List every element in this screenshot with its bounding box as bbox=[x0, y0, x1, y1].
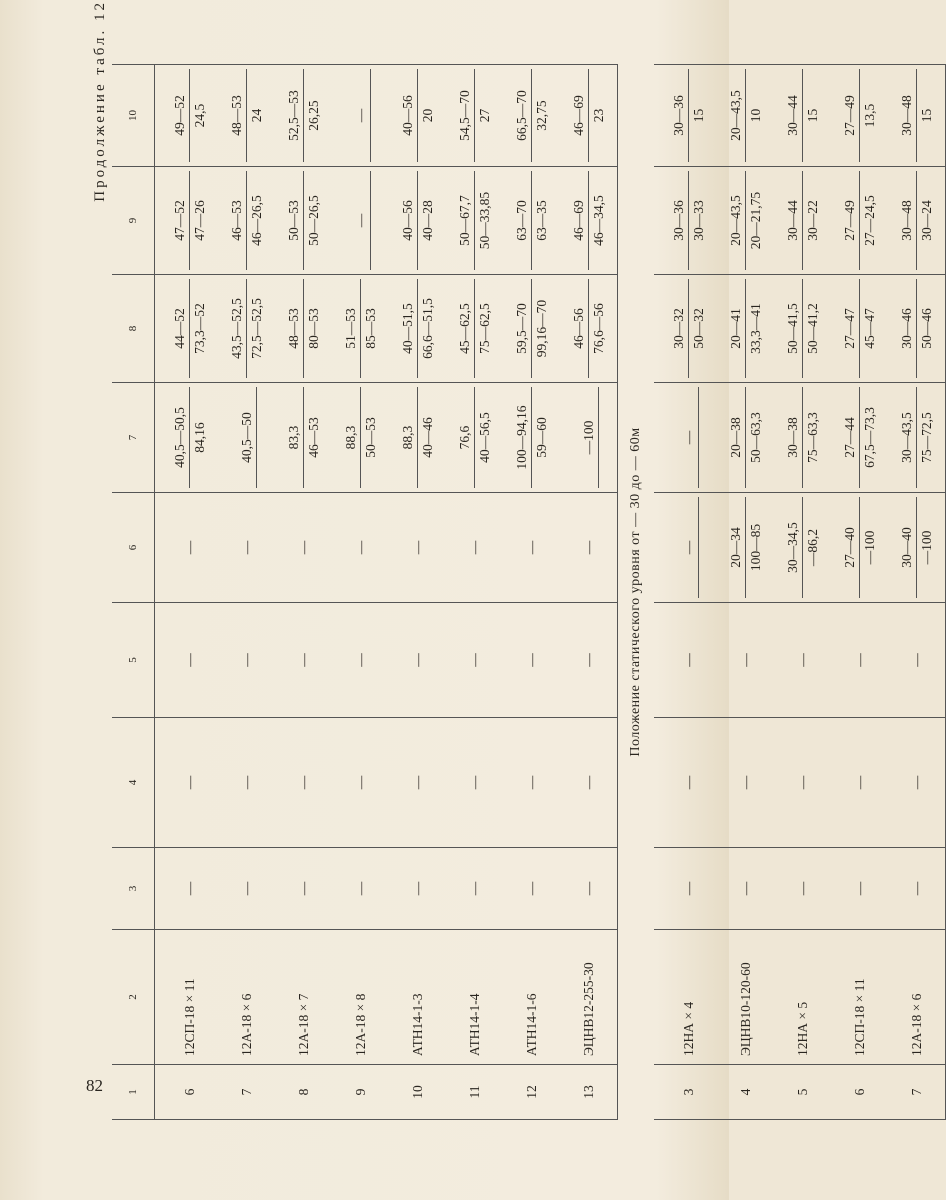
cell-c8 bbox=[446, 275, 503, 383]
cell-n: 9 bbox=[332, 1065, 389, 1120]
cell-subvalue: 10 bbox=[748, 108, 763, 123]
cell-subvalue: 30—33 bbox=[691, 200, 706, 241]
cell-c4: — bbox=[888, 718, 946, 848]
cell-subvalue: 40—56,5 bbox=[477, 412, 492, 463]
cell-subvalue: 40—56 bbox=[398, 171, 418, 270]
cell-c4: — bbox=[155, 718, 219, 848]
cell-subvalue: 46—34,5 bbox=[591, 195, 606, 246]
cell-subvalue: 52,5—53 bbox=[284, 69, 304, 162]
cell-c6: — bbox=[218, 493, 275, 603]
cell-c10 bbox=[155, 65, 219, 167]
cell-c4: — bbox=[654, 718, 717, 848]
cell-subvalue: 54,5—70 bbox=[455, 69, 475, 162]
section-title: Положение статического уровня от — 30 до — 60м bbox=[628, 427, 643, 757]
cell-c9 bbox=[155, 167, 219, 275]
cell-subvalue: 40,5—50 bbox=[237, 387, 257, 488]
cell-subvalue: 40,5—50,5 bbox=[170, 387, 190, 488]
table-caption: Продолжение табл. 12 bbox=[92, 0, 108, 202]
cell-c7 bbox=[774, 383, 831, 493]
cell-c9 bbox=[831, 167, 888, 275]
cell-c7 bbox=[654, 383, 717, 493]
cell-subvalue: 27—24,5 bbox=[862, 195, 877, 246]
cell-subvalue: 27—40 bbox=[840, 497, 860, 598]
cell-c7 bbox=[389, 383, 446, 493]
cell-subvalue: 46—69 bbox=[569, 69, 589, 162]
cell-n: 3 bbox=[654, 1065, 717, 1120]
cell-c4: — bbox=[503, 718, 560, 848]
cell-subvalue: 63—70 bbox=[512, 171, 532, 270]
cell-subvalue: 46—26,5 bbox=[249, 195, 264, 246]
cell-n: 7 bbox=[218, 1065, 275, 1120]
cell-c4: — bbox=[389, 718, 446, 848]
cell-c4: — bbox=[717, 718, 774, 848]
cell-subvalue: 27 bbox=[477, 108, 492, 123]
table-row bbox=[275, 65, 332, 1120]
cell-c6: — bbox=[389, 493, 446, 603]
cell-subvalue: 46—53 bbox=[306, 417, 321, 458]
cell-c7 bbox=[332, 383, 389, 493]
cell-subvalue: 80—53 bbox=[306, 308, 321, 349]
cell-c8 bbox=[831, 275, 888, 383]
table-row bbox=[503, 65, 560, 1120]
cell-c5: — bbox=[332, 603, 389, 718]
cell-subvalue: 30—48 bbox=[897, 171, 917, 270]
cell-c10 bbox=[275, 65, 332, 167]
cell-subvalue: 50—26,5 bbox=[306, 195, 321, 246]
col-header: 10 bbox=[112, 65, 155, 167]
cell-c6 bbox=[654, 493, 717, 603]
cell-subvalue: —100 bbox=[919, 530, 934, 565]
cell-subvalue: 20—38 bbox=[726, 387, 746, 488]
cell-c5: — bbox=[717, 603, 774, 718]
cell-subvalue: 30—44 bbox=[783, 69, 803, 162]
cell-name: ЭЦНВ12-255-30 bbox=[560, 930, 618, 1065]
cell-n: 11 bbox=[446, 1065, 503, 1120]
cell-subvalue: 75—62,5 bbox=[477, 303, 492, 354]
cell-subvalue: 46—69 bbox=[569, 171, 589, 270]
cell-subvalue: 40—51,5 bbox=[398, 279, 418, 378]
cell-c3: — bbox=[446, 848, 503, 930]
cell-subvalue: 50—41,2 bbox=[805, 303, 820, 354]
cell-subvalue: 76,6—56 bbox=[591, 303, 606, 354]
cell-subvalue: 66,6—51,5 bbox=[420, 298, 435, 359]
cell-c8 bbox=[774, 275, 831, 383]
cell-subvalue: 100—85 bbox=[748, 523, 763, 572]
cell-n: 7 bbox=[888, 1065, 946, 1120]
cell-subvalue: 26,25 bbox=[306, 100, 321, 131]
cell-c10 bbox=[503, 65, 560, 167]
cell-c4: — bbox=[446, 718, 503, 848]
cell-c5: — bbox=[446, 603, 503, 718]
cell-c3: — bbox=[332, 848, 389, 930]
cell-c4: — bbox=[831, 718, 888, 848]
cell-subvalue: 20—34 bbox=[726, 497, 746, 598]
cell-name: 12А-18 × 6 bbox=[218, 930, 275, 1065]
cell-subvalue: —100 bbox=[579, 387, 599, 488]
cell-subvalue: 24,5 bbox=[192, 103, 207, 128]
cell-c8 bbox=[275, 275, 332, 383]
cell-subvalue: 59—60 bbox=[534, 417, 549, 458]
cell-c9 bbox=[218, 167, 275, 275]
cell-c10 bbox=[654, 65, 717, 167]
cell-c3: — bbox=[774, 848, 831, 930]
cell-c4: — bbox=[218, 718, 275, 848]
cell-c9 bbox=[332, 167, 389, 275]
cell-subvalue: 15 bbox=[805, 108, 820, 123]
cell-subvalue: — bbox=[679, 497, 699, 598]
rotated-table-block bbox=[88, 0, 934, 1120]
cell-subvalue: 20 bbox=[420, 108, 435, 123]
cell-c8 bbox=[218, 275, 275, 383]
col-header: 6 bbox=[112, 493, 155, 603]
cell-c5: — bbox=[560, 603, 618, 718]
cell-c7 bbox=[275, 383, 332, 493]
cell-subvalue: 50—67,7 bbox=[455, 171, 475, 270]
cell-subvalue: 75—72,5 bbox=[919, 412, 934, 463]
cell-c7 bbox=[560, 383, 618, 493]
cell-subvalue: 50—41,5 bbox=[783, 279, 803, 378]
cell-subvalue: 40—46 bbox=[420, 417, 435, 458]
cell-subvalue: 46—56 bbox=[569, 279, 589, 378]
table-row bbox=[654, 65, 717, 1120]
cell-subvalue: 40—56 bbox=[398, 69, 418, 162]
cell-subvalue: 30—44 bbox=[783, 171, 803, 270]
cell-c3: — bbox=[218, 848, 275, 930]
cell-name: 12А-18 × 6 bbox=[888, 930, 946, 1065]
cell-subvalue: 27—49 bbox=[840, 69, 860, 162]
cell-subvalue: 30—36 bbox=[669, 171, 689, 270]
cell-subvalue: 20—21,75 bbox=[748, 191, 763, 250]
cell-c3: — bbox=[155, 848, 219, 930]
table-row bbox=[831, 65, 888, 1120]
col-header: 3 bbox=[112, 848, 155, 930]
cell-c3: — bbox=[560, 848, 618, 930]
cell-c8 bbox=[332, 275, 389, 383]
cell-c4: — bbox=[332, 718, 389, 848]
cell-c5: — bbox=[774, 603, 831, 718]
cell-name: 12НА × 4 bbox=[654, 930, 717, 1065]
cell-subvalue: 20—43,5 bbox=[726, 171, 746, 270]
cell-subvalue: — bbox=[351, 69, 371, 162]
cell-subvalue: 99,16—70 bbox=[534, 299, 549, 358]
cell-subvalue: 48—53 bbox=[227, 69, 247, 162]
cell-c4: — bbox=[560, 718, 618, 848]
cell-subvalue: 66,5—70 bbox=[512, 69, 532, 162]
cell-c9 bbox=[275, 167, 332, 275]
cell-c3: — bbox=[389, 848, 446, 930]
cell-c7 bbox=[717, 383, 774, 493]
cell-c6 bbox=[774, 493, 831, 603]
cell-subvalue: 100—94,16 bbox=[512, 387, 532, 488]
cell-c9 bbox=[503, 167, 560, 275]
cell-subvalue: 30—36 bbox=[669, 69, 689, 162]
cell-n: 8 bbox=[275, 1065, 332, 1120]
cell-c4: — bbox=[774, 718, 831, 848]
cell-c10 bbox=[446, 65, 503, 167]
cell-c6: — bbox=[332, 493, 389, 603]
cell-subvalue: 40—28 bbox=[420, 200, 435, 241]
table-row bbox=[717, 65, 774, 1120]
cell-name: 12СП-18 × 11 bbox=[155, 930, 219, 1065]
cell-c3: — bbox=[275, 848, 332, 930]
cell-subvalue: 85—53 bbox=[363, 308, 378, 349]
cell-subvalue: 30—40 bbox=[897, 497, 917, 598]
cell-c10 bbox=[888, 65, 946, 167]
col-header: 4 bbox=[112, 718, 155, 848]
cell-subvalue: 45—47 bbox=[862, 308, 877, 349]
cell-c8 bbox=[888, 275, 946, 383]
cell-c8 bbox=[155, 275, 219, 383]
cell-c8 bbox=[654, 275, 717, 383]
cell-subvalue: 30—24 bbox=[919, 200, 934, 241]
cell-subvalue: 76,6 bbox=[455, 387, 475, 488]
cell-subvalue: 23 bbox=[591, 108, 606, 123]
cell-subvalue: 59,5—70 bbox=[512, 279, 532, 378]
cell-subvalue: 15 bbox=[919, 108, 934, 123]
cell-subvalue: —86,2 bbox=[805, 528, 820, 567]
cell-c9 bbox=[774, 167, 831, 275]
cell-c5: — bbox=[155, 603, 219, 718]
cell-subvalue: 46—53 bbox=[227, 171, 247, 270]
col-header: 2 bbox=[112, 930, 155, 1065]
table-row bbox=[446, 65, 503, 1120]
table-row bbox=[560, 65, 618, 1120]
table-row bbox=[389, 65, 446, 1120]
group-one-body bbox=[155, 65, 618, 1120]
cell-subvalue: 15 bbox=[691, 108, 706, 123]
cell-subvalue: 30—34,5 bbox=[783, 497, 803, 598]
cell-c9 bbox=[888, 167, 946, 275]
cell-subvalue: 88,3 bbox=[341, 387, 361, 488]
cell-subvalue: 50—63,3 bbox=[748, 412, 763, 463]
cell-c6 bbox=[831, 493, 888, 603]
cell-c8 bbox=[717, 275, 774, 383]
section-row bbox=[618, 65, 655, 1120]
cell-c9 bbox=[446, 167, 503, 275]
data-table bbox=[112, 64, 946, 1120]
cell-subvalue: 30—32 bbox=[669, 279, 689, 378]
cell-c10 bbox=[831, 65, 888, 167]
cell-c8 bbox=[503, 275, 560, 383]
cell-c10 bbox=[560, 65, 618, 167]
cell-subvalue: 50—33,85 bbox=[477, 191, 492, 250]
cell-subvalue: 30—43,5 bbox=[897, 387, 917, 488]
cell-subvalue: 27—47 bbox=[840, 279, 860, 378]
cell-subvalue: 50—46 bbox=[919, 308, 934, 349]
cell-c3: — bbox=[717, 848, 774, 930]
cell-c10 bbox=[218, 65, 275, 167]
cell-n: 6 bbox=[831, 1065, 888, 1120]
cell-c6: — bbox=[155, 493, 219, 603]
cell-subvalue: 72,5—52,5 bbox=[249, 298, 264, 359]
group-two-body bbox=[654, 65, 946, 1120]
cell-subvalue: — bbox=[679, 387, 699, 488]
cell-c6: — bbox=[275, 493, 332, 603]
cell-n: 6 bbox=[155, 1065, 219, 1120]
cell-c5: — bbox=[389, 603, 446, 718]
cell-c6: — bbox=[446, 493, 503, 603]
table-row bbox=[155, 65, 219, 1120]
cell-c6: — bbox=[503, 493, 560, 603]
cell-subvalue: 20—41 bbox=[726, 279, 746, 378]
cell-subvalue: 50—53 bbox=[284, 171, 304, 270]
cell-subvalue: 88,3 bbox=[398, 387, 418, 488]
cell-n: 12 bbox=[503, 1065, 560, 1120]
col-header: 7 bbox=[112, 383, 155, 493]
col-header: 9 bbox=[112, 167, 155, 275]
cell-subvalue: 75—63,3 bbox=[805, 412, 820, 463]
cell-n: 5 bbox=[774, 1065, 831, 1120]
cell-c9 bbox=[654, 167, 717, 275]
table-row bbox=[888, 65, 946, 1120]
cell-subvalue: 67,5—73,3 bbox=[862, 407, 877, 468]
cell-subvalue: 32,75 bbox=[534, 100, 549, 131]
cell-name: 12НА × 5 bbox=[774, 930, 831, 1065]
table-row bbox=[218, 65, 275, 1120]
cell-subvalue: 20—43,5 bbox=[726, 69, 746, 162]
cell-subvalue: 73,3—52 bbox=[192, 303, 207, 354]
cell-subvalue: 30—48 bbox=[897, 69, 917, 162]
cell-subvalue: 50—53 bbox=[363, 417, 378, 458]
cell-subvalue: 47—52 bbox=[170, 171, 190, 270]
cell-c7 bbox=[888, 383, 946, 493]
cell-c9 bbox=[560, 167, 618, 275]
cell-name: АТН14-1-6 bbox=[503, 930, 560, 1065]
cell-c5: — bbox=[831, 603, 888, 718]
cell-subvalue: —100 bbox=[862, 530, 877, 565]
cell-subvalue: 30—38 bbox=[783, 387, 803, 488]
page-number: 82 bbox=[86, 1076, 103, 1095]
cell-subvalue: 27—49 bbox=[840, 171, 860, 270]
cell-subvalue: 27—44 bbox=[840, 387, 860, 488]
cell-name: АТН14-1-3 bbox=[389, 930, 446, 1065]
col-header: 8 bbox=[112, 275, 155, 383]
cell-c5: — bbox=[218, 603, 275, 718]
cell-c5: — bbox=[888, 603, 946, 718]
cell-n: 4 bbox=[717, 1065, 774, 1120]
cell-subvalue: 33,3—41 bbox=[748, 303, 763, 354]
cell-n: 13 bbox=[560, 1065, 618, 1120]
cell-c7 bbox=[155, 383, 219, 493]
cell-subvalue: 30—46 bbox=[897, 279, 917, 378]
col-header: 1 bbox=[112, 1065, 155, 1120]
cell-subvalue: 49—52 bbox=[170, 69, 190, 162]
cell-c3: — bbox=[503, 848, 560, 930]
cell-c10 bbox=[774, 65, 831, 167]
cell-c7 bbox=[218, 383, 275, 493]
cell-c6 bbox=[888, 493, 946, 603]
cell-c6: — bbox=[560, 493, 618, 603]
cell-name: ЭЦНВ10-120-60 bbox=[717, 930, 774, 1065]
cell-subvalue: 83,3 bbox=[284, 387, 304, 488]
cell-c6 bbox=[717, 493, 774, 603]
cell-subvalue: 45—62,5 bbox=[455, 279, 475, 378]
cell-c10 bbox=[717, 65, 774, 167]
cell-subvalue: — bbox=[351, 171, 371, 270]
cell-c7 bbox=[831, 383, 888, 493]
cell-subvalue: 63—35 bbox=[534, 200, 549, 241]
cell-c10 bbox=[389, 65, 446, 167]
cell-c5: — bbox=[654, 603, 717, 718]
cell-subvalue: 84,16 bbox=[192, 422, 207, 453]
cell-c3: — bbox=[654, 848, 717, 930]
cell-subvalue: 47—26 bbox=[192, 200, 207, 241]
cell-c4: — bbox=[275, 718, 332, 848]
cell-name: 12А-18 × 7 bbox=[275, 930, 332, 1065]
cell-subvalue: 13,5 bbox=[862, 103, 877, 128]
col-header: 5 bbox=[112, 603, 155, 718]
cell-c3: — bbox=[831, 848, 888, 930]
header-row bbox=[112, 65, 155, 1120]
cell-name: 12СП-18 × 11 bbox=[831, 930, 888, 1065]
cell-c5: — bbox=[503, 603, 560, 718]
cell-n: 10 bbox=[389, 1065, 446, 1120]
cell-name: АТН14-1-4 bbox=[446, 930, 503, 1065]
cell-name: 12А-18 × 8 bbox=[332, 930, 389, 1065]
cell-c10 bbox=[332, 65, 389, 167]
cell-c7 bbox=[446, 383, 503, 493]
cell-c9 bbox=[717, 167, 774, 275]
cell-subvalue: 43,5—52,5 bbox=[227, 279, 247, 378]
table-row bbox=[332, 65, 389, 1120]
cell-subvalue: 24 bbox=[249, 108, 264, 123]
cell-subvalue: 50—32 bbox=[691, 308, 706, 349]
cell-subvalue: 30—22 bbox=[805, 200, 820, 241]
cell-subvalue: 51—53 bbox=[341, 279, 361, 378]
table-row bbox=[774, 65, 831, 1120]
cell-c5: — bbox=[275, 603, 332, 718]
cell-c9 bbox=[389, 167, 446, 275]
cell-subvalue: 44—52 bbox=[170, 279, 190, 378]
cell-c8 bbox=[389, 275, 446, 383]
cell-c8 bbox=[560, 275, 618, 383]
cell-subvalue: 48—53 bbox=[284, 279, 304, 378]
cell-c3: — bbox=[888, 848, 946, 930]
cell-c7 bbox=[503, 383, 560, 493]
